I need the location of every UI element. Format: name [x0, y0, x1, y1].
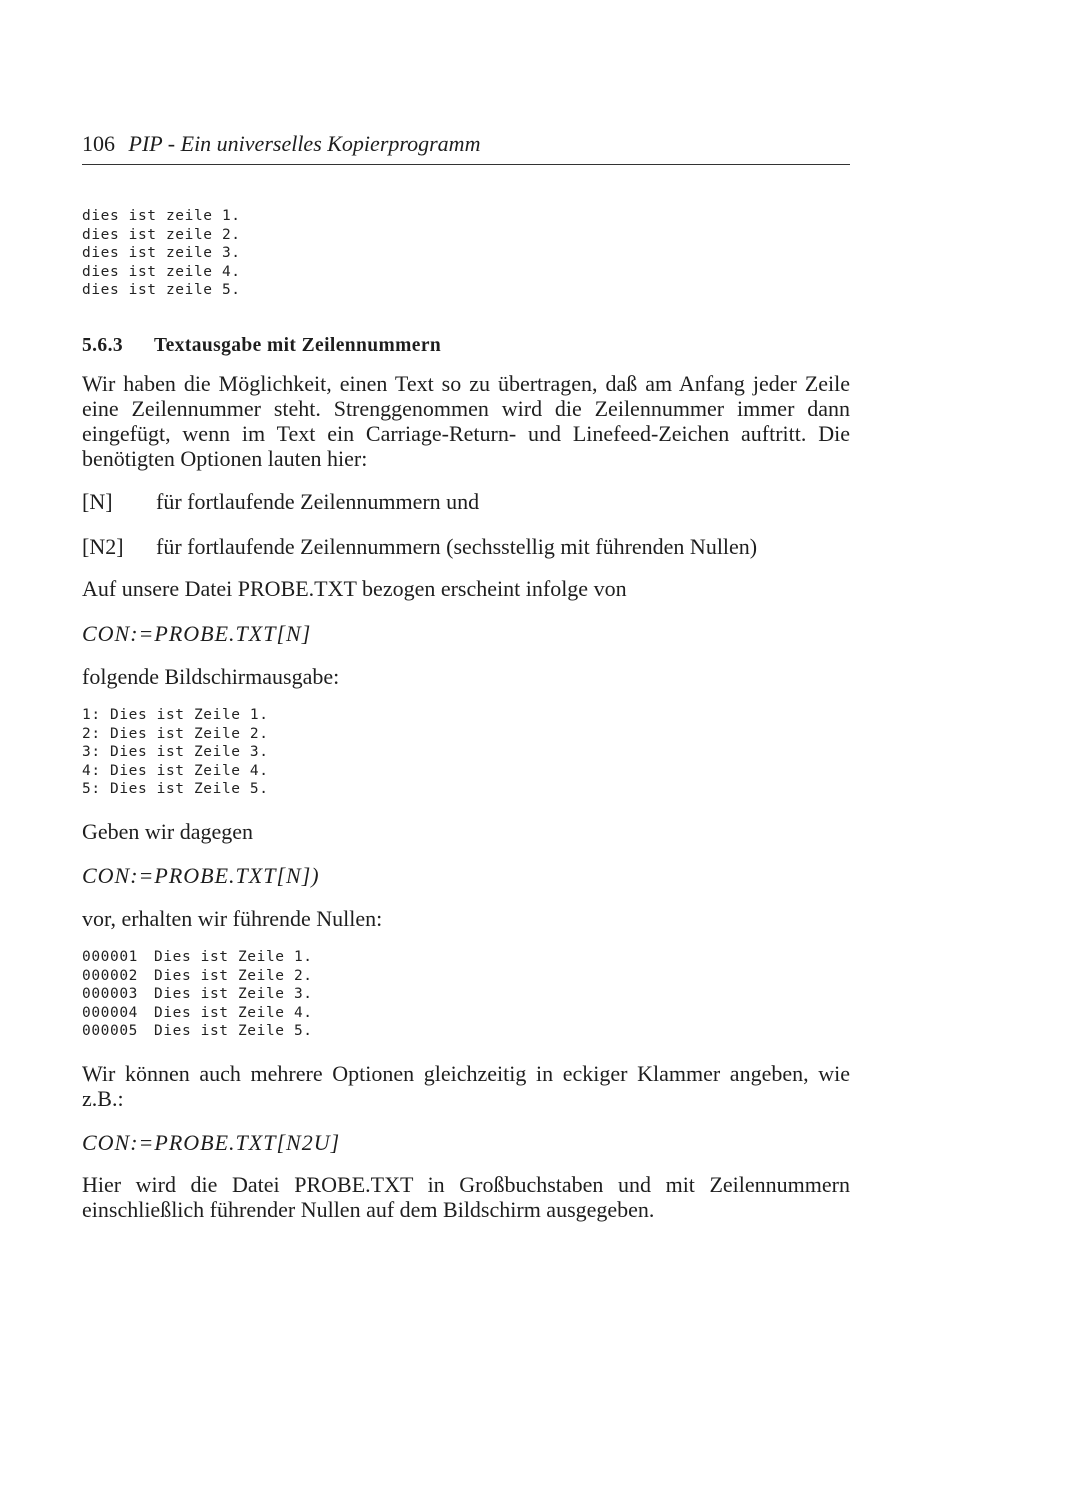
paragraph-intro: Wir haben die Möglichkeit, einen Text so zu übertragen, daß am Anfang jeder Zeile eine Zeilennummer steht. Strenggenommen wird die Zeilennummer immer dann eingefügt, wenn im Text ein Carriage-Return- und Linefeed-Zeichen auftritt. Die benötigten Optionen lauten hier: [82, 371, 850, 471]
option-desc: für fortlaufende Zeilennummern und [156, 489, 480, 514]
paragraph-leading-zeros: vor, erhalten wir führende Nullen: [82, 906, 383, 931]
option-key: [N] [82, 489, 113, 514]
command-line-3: CON:=PROBE.TXT[N2U] [82, 1130, 341, 1155]
paragraph-alternative: Geben wir dagegen [82, 819, 254, 844]
option-desc: für fortlaufende Zeilennummern (sechsstellig mit führenden Nullen) [156, 534, 758, 559]
paragraph-file-ref: Auf unsere Datei PROBE.TXT bezogen erscheint infolge von [82, 576, 627, 601]
code-listing-zero-padded [82, 948, 313, 1041]
command-line-1: CON:=PROBE.TXT[N] [82, 621, 312, 646]
running-title: PIP - Ein universelles Kopierprogramm [128, 131, 481, 156]
line-number: 000005 [82, 1023, 138, 1039]
line-number: 000004 [82, 1004, 138, 1021]
section-heading [82, 335, 441, 357]
code-line: dies ist zeile 5. [82, 282, 241, 298]
code-line [82, 948, 313, 967]
line-text: Dies ist Zeile 3. [154, 986, 313, 1002]
code-listing-plain [82, 207, 241, 300]
line-number: 000002 [82, 967, 138, 984]
code-line: 4: Dies ist Zeile 4. [82, 762, 269, 779]
paragraph-summary: Hier wird die Datei PROBE.TXT in Großbuchstaben und mit Zeilennummern einschließlich führender Nullen auf dem Bildschirm ausgegeben. [82, 1172, 850, 1222]
code-line: dies ist zeile 1. [82, 208, 241, 224]
code-line: 5: Dies ist Zeile 5. [82, 781, 269, 797]
code-line: 2: Dies ist Zeile 2. [82, 725, 269, 742]
code-line [82, 967, 313, 986]
line-text: Dies ist Zeile 4. [154, 1004, 313, 1021]
code-line: 1: Dies ist Zeile 1. [82, 707, 269, 723]
option-key: [N2] [82, 534, 124, 559]
command-line-2: CON:=PROBE.TXT[N]) [82, 863, 320, 888]
code-line: dies ist zeile 4. [82, 263, 241, 280]
running-header [82, 131, 850, 163]
line-text: Dies ist Zeile 5. [154, 1023, 313, 1039]
paragraph-output-label: folgende Bildschirmausgabe: [82, 664, 340, 689]
code-line [82, 1022, 313, 1041]
line-number: 000001 [82, 949, 138, 965]
code-listing-numbered [82, 706, 269, 799]
code-line [82, 1004, 313, 1023]
code-line: dies ist zeile 2. [82, 226, 241, 243]
line-text: Dies ist Zeile 1. [154, 949, 313, 965]
section-number: 5.6.3 [82, 335, 123, 356]
line-text: Dies ist Zeile 2. [154, 967, 313, 984]
line-number: 000003 [82, 986, 138, 1002]
section-title: Textausgabe mit Zeilennummern [154, 335, 442, 356]
header-rule [82, 164, 850, 165]
page-number: 106 [82, 131, 115, 156]
code-line: dies ist zeile 3. [82, 245, 241, 261]
code-line: 3: Dies ist Zeile 3. [82, 744, 269, 760]
code-line [82, 985, 313, 1004]
paragraph-multiple-options: Wir können auch mehrere Optionen gleichzeitig in eckiger Klammer angeben, wie z.B.: [82, 1061, 850, 1111]
